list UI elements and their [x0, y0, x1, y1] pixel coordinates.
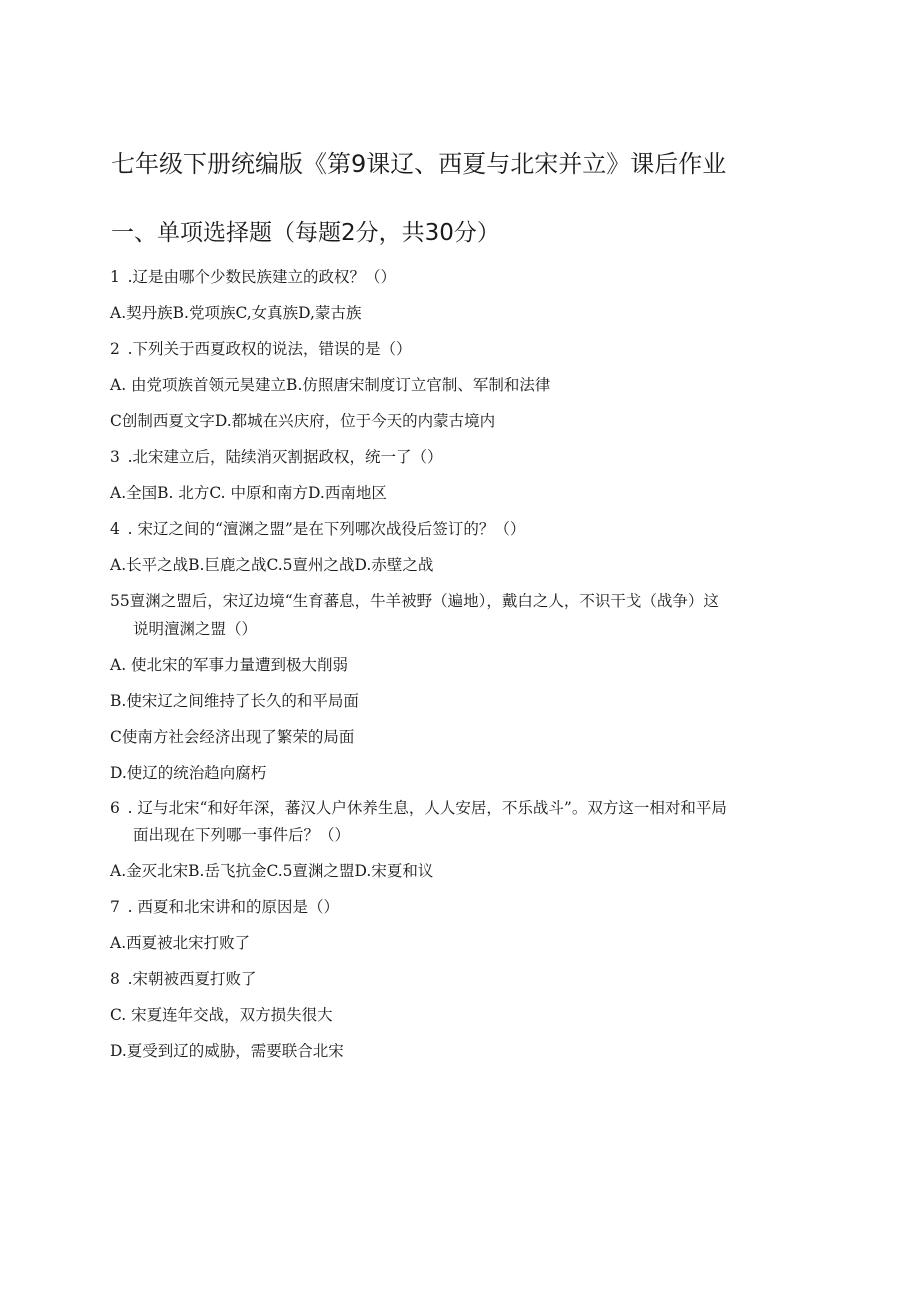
- question-6: 6 . 辽与北宋“和好年深，蕃汉人户休养生息，人人安居，不乐战斗”。双方这一相对和平局: [110, 799, 727, 817]
- question-3-options: A.全国B. 北方C. 中原和南方D.西南地区: [110, 484, 387, 502]
- question-7: 7 . 西夏和北宋讲和的原因是（）: [110, 898, 339, 916]
- question-5-continued: 说明澶渊之盟（）: [133, 620, 258, 638]
- question-5: 55亶渊之盟后，宋辽边境“生育蕃息，牛羊被野（遍地），戴白之人，不识干戈（战争）这: [110, 592, 719, 610]
- section-heading: 一、单项选择题（每题2分，共30分）: [111, 220, 500, 246]
- document-title: 七年级下册统编版《第9课辽、西夏与北宋并立》课后作业: [111, 150, 727, 178]
- question-5-option-d: D.使辽的统治趋向腐朽: [110, 764, 267, 782]
- question-3: 3 .北宋建立后，陆续消灭割据政权，统一了（）: [110, 448, 443, 466]
- question-7-option-d: D.夏受到辽的威胁，需要联合北宋: [110, 1042, 344, 1060]
- question-4-options: A.长平之战B.巨鹿之战C.5亶州之战D.赤壁之战: [110, 556, 434, 574]
- question-1: 1 .辽是由哪个少数民族建立的政权？（）: [110, 268, 397, 286]
- question-6-options: A.金灭北宋B.岳飞抗金C.5亶渊之盟D.宋夏和议: [110, 862, 434, 880]
- question-1-options: A.契丹族B.党项族C,女真族D,蒙古族: [110, 304, 362, 322]
- question-5-option-a: A. 使北宋的军事力量遭到极大削弱: [110, 656, 349, 674]
- question-2-options-cd: C创制西夏文字D.都城在兴庆府，位于今天的内蒙古境内: [110, 412, 496, 430]
- question-8: 8 .宋朝被西夏打败了: [110, 970, 257, 988]
- question-4: 4 . 宋辽之间的“澶渊之盟”是在下列哪次战役后签订的？（）: [110, 520, 526, 538]
- question-2: 2 .下列关于西夏政权的说法，错误的是（）: [110, 340, 412, 358]
- question-6-continued: 面出现在下列哪一事件后？（）: [133, 826, 351, 844]
- question-7-option-c: C. 宋夏连年交战，双方损失很大: [110, 1006, 333, 1024]
- question-2-options-ab: A. 由党项族首领元昊建立B.仿照唐宋制度订立官制、军制和法律: [110, 376, 551, 394]
- question-5-option-b: B.使宋辽之间维持了长久的和平局面: [110, 692, 359, 710]
- question-5-option-c: C使南方社会经济出现了繁荣的局面: [110, 728, 355, 746]
- question-7-option-a: A.西夏被北宋打败了: [110, 934, 251, 952]
